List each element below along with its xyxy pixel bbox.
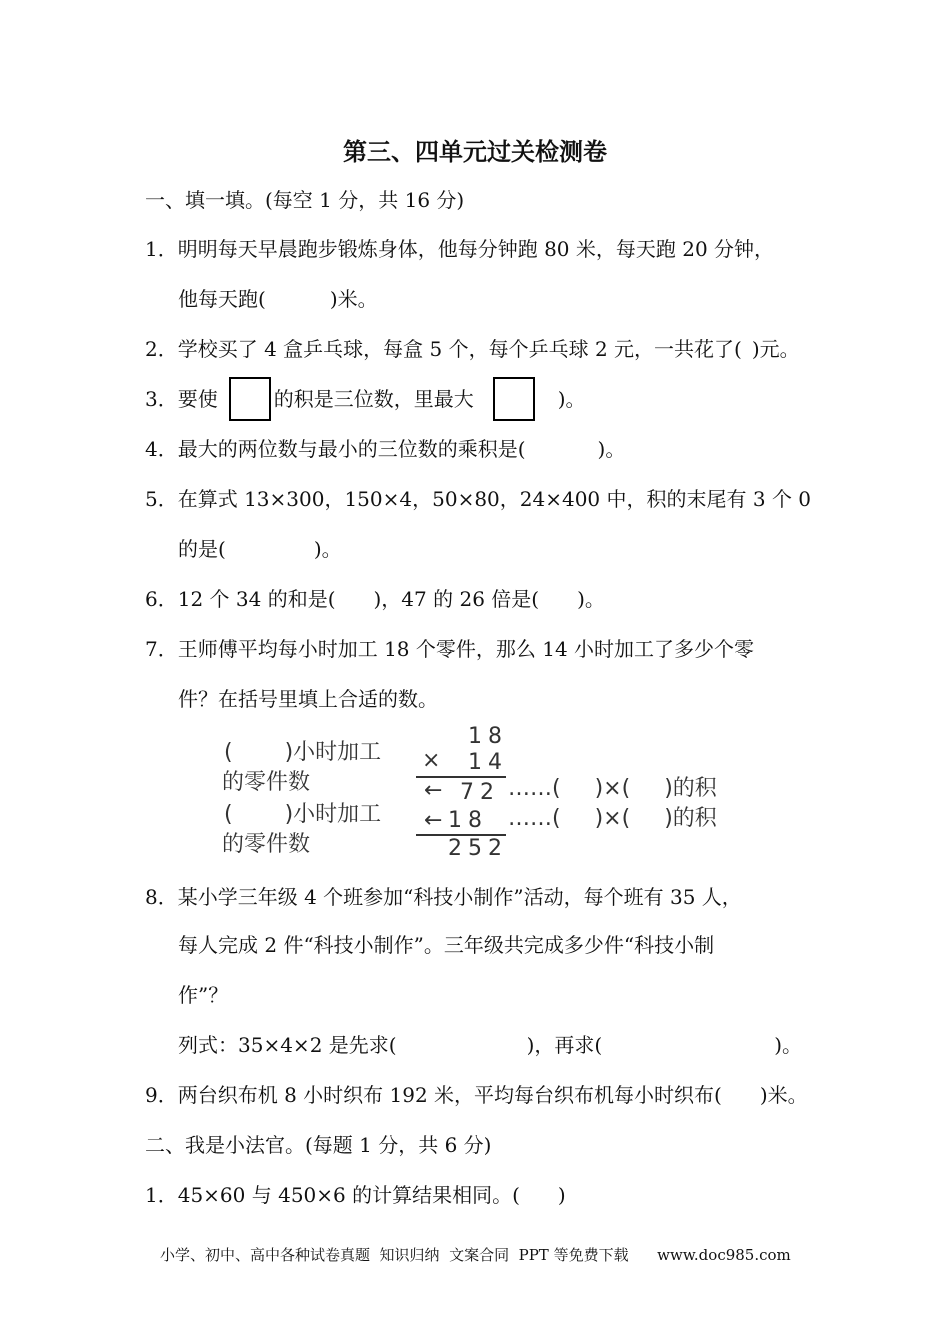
calc-arrow-1: ← (424, 778, 443, 803)
q4-line: 4．最大的两位数与最小的三位数的乘积是( )。 (145, 437, 626, 461)
calc-row2-label2: 的零件数 (222, 832, 311, 857)
calc-multiplicand: 18 (468, 724, 508, 749)
calc-arrow-2: ← (424, 808, 443, 833)
q7-line1: 7．王师傅平均每小时加工 18 个零件，那么 14 小时加工了多少个零 (145, 637, 755, 661)
q6-line: 6．12 个 34 的和是( )，47 的 26 倍是( )。 (145, 587, 605, 611)
q1-line1: 1．明明每天早晨跑步锻炼身体，他每分钟跑 80 米，每天跑 20 分钟， (145, 237, 775, 261)
q5-line2: 的是( )。 (178, 537, 342, 561)
calc-explain-2: ……( )×( )的积 (508, 806, 717, 831)
q1-line2: 他每天跑( )米。 (178, 287, 378, 311)
section1-heading: 一、填一填。(每空 1 分，共 16 分) (145, 188, 465, 212)
q8-line2: 每人完成 2 件“科技小制作”。三年级共完成多少件“科技小制 (178, 933, 715, 957)
s2-q1-line: 1．45×60 与 450×6 的计算结果相同。( ) (145, 1183, 566, 1207)
q8-line3: 作”？ (178, 983, 229, 1007)
q3-line: 3．要使 的积是三位数，里最大 )。 (145, 387, 586, 411)
q3-box-2 (493, 377, 535, 421)
calc-row1-label2: 的零件数 (222, 770, 311, 795)
q7-vertical-multiplication (220, 724, 780, 864)
calc-explain-1: ……( )×( )的积 (508, 776, 717, 801)
page-title: 第三、四单元过关检测卷 (343, 138, 607, 166)
calc-product: 252 (448, 836, 508, 861)
q5-line1: 5．在算式 13×300，150×4，50×80，24×400 中，积的末尾有 3 个 0 (145, 487, 812, 511)
q8-line1: 8．某小学三年级 4 个班参加“科技小制作”活动，每个班有 35 人， (145, 885, 742, 909)
section2-heading: 二、我是小法官。(每题 1 分，共 6 分) (145, 1133, 492, 1157)
calc-times-sign: × (422, 748, 441, 773)
q8-line4: 列式：35×4×2 是先求( )，再求( )。 (178, 1033, 802, 1057)
q3-box-1 (229, 377, 271, 421)
footer-text: 小学、初中、高中各种试卷真题 知识归纳 文案合同 PPT 等免费下载 www.doc985.com (160, 1246, 791, 1264)
q9-line: 9．两台织布机 8 小时织布 192 米，平均每台织布机每小时织布( )米。 (145, 1083, 808, 1107)
calc-row2-label: ( )小时加工 (224, 802, 382, 827)
calc-partial-1: 72 (460, 780, 500, 805)
calc-multiplier: 14 (468, 750, 508, 775)
q2-line: 2．学校买了 4 盒乒乓球，每盒 5 个，每个乒乓球 2 元，一共花了( )元。 (145, 337, 800, 361)
q7-line2: 件？在括号里填上合适的数。 (178, 687, 438, 711)
calc-row1-label: ( )小时加工 (224, 740, 382, 765)
calc-partial-2: 18 (448, 808, 488, 833)
